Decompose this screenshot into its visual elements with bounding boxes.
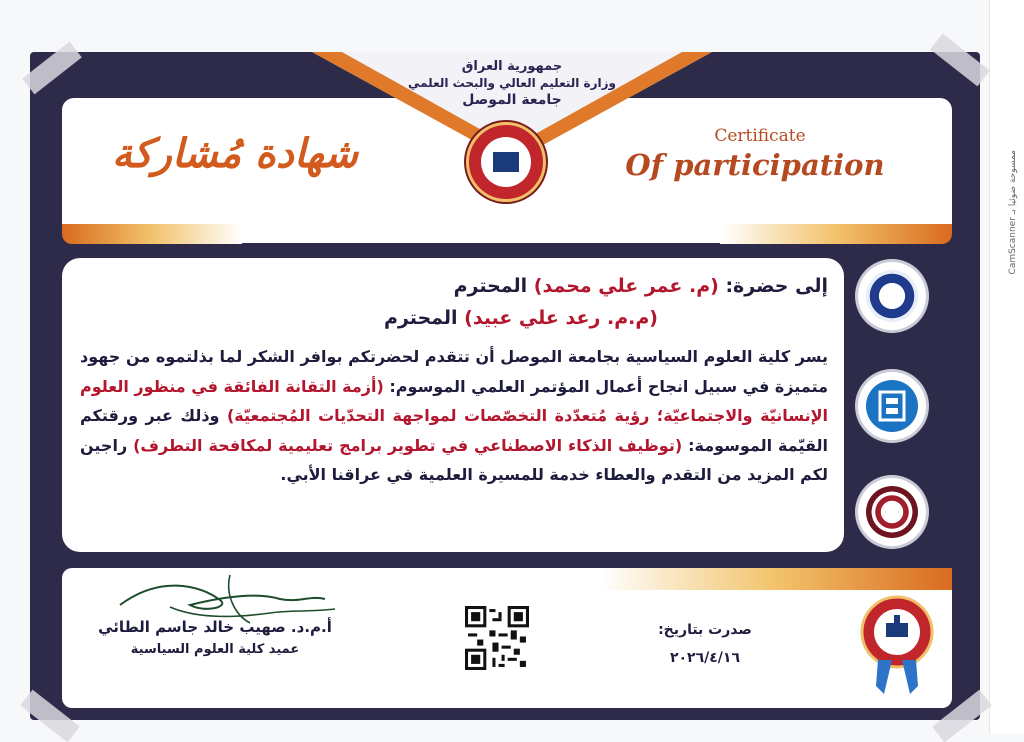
certificate-title-english-1: Certificate [714, 126, 806, 146]
seal-ribbon-icon [870, 660, 924, 694]
scanner-watermark: CamScanner ممسوحة ضوئيا بـ [1008, 150, 1018, 275]
recipient-name-2: (م.م. رعد علي عبيد) [464, 307, 658, 329]
qr-code-icon [465, 606, 529, 670]
footer-gold-band [600, 568, 952, 590]
body-part-3: راجين لكم المزيد من التقدم والعطاء خدمة للمسيرة العلمية في عراقنا الأبي. [80, 435, 828, 484]
recipient-prefix: إلى حضرة: [725, 275, 828, 297]
issued-date-label: صدرت بتاريخ: [658, 622, 752, 638]
continuing-education-logo-icon [858, 478, 926, 546]
recipient-name-1: (م. عمر علي محمد) [533, 275, 719, 297]
scanner-margin [989, 0, 1024, 734]
dean-name: أ.م.د. صهيب خالد جاسم الطائي [98, 618, 332, 636]
gold-band-left [62, 224, 242, 244]
ministry-header [362, 58, 662, 109]
university-name: جامعة الموصل [462, 92, 562, 108]
body-paragraph [80, 342, 828, 490]
certificate-title-english-2: Of participation [625, 148, 885, 182]
paper-title: (توظيف الذكاء الاصطناعي في تطوير برامج تعليمية لمكافحة التطرف) [133, 435, 683, 455]
ministry-name: وزارة التعليم العالي والبحث العلمي [407, 76, 617, 90]
dean-title: عميد كلية العلوم السياسية [130, 642, 300, 657]
recipient-line-2 [80, 304, 658, 332]
certificate-title-arabic: شهادة مُشاركة [112, 130, 358, 177]
country-name: جمهورية العراق [461, 59, 563, 74]
gold-band-right [720, 224, 952, 244]
conference-title: (أزمة التقانة الفائقة في منظور العلوم الإنسانيّة والاجتماعيّة؛ رؤية مُتعدّدة التخصّصات لمواجهة التحدّيات المُجتمعيّة) [80, 376, 828, 425]
issued-date: ٢٠٢٦/٤/١٦ [669, 650, 741, 666]
university-seal-badge-icon [860, 595, 934, 669]
recipient-line-1 [80, 272, 828, 300]
body-part-2: وذلك عبر ورقتكم القيّمة الموسومة: [80, 406, 828, 455]
university-seal-icon [466, 122, 546, 202]
college-kufic-logo-icon [858, 372, 926, 440]
recipient-honorific-2: المحترم [383, 307, 458, 329]
body-part-1: يسر كلية العلوم السياسية بجامعة الموصل أن تتقدم لحضرتكم بوافر الشكر لما بذلتموه من جهود متميزة في سبيل انجاح أعمال المؤتمر العلمي الموسوم: [80, 347, 829, 396]
certificate-body [80, 272, 828, 490]
recipient-honorific-1: المحترم [453, 275, 528, 297]
quality-assurance-logo-icon [858, 262, 926, 330]
